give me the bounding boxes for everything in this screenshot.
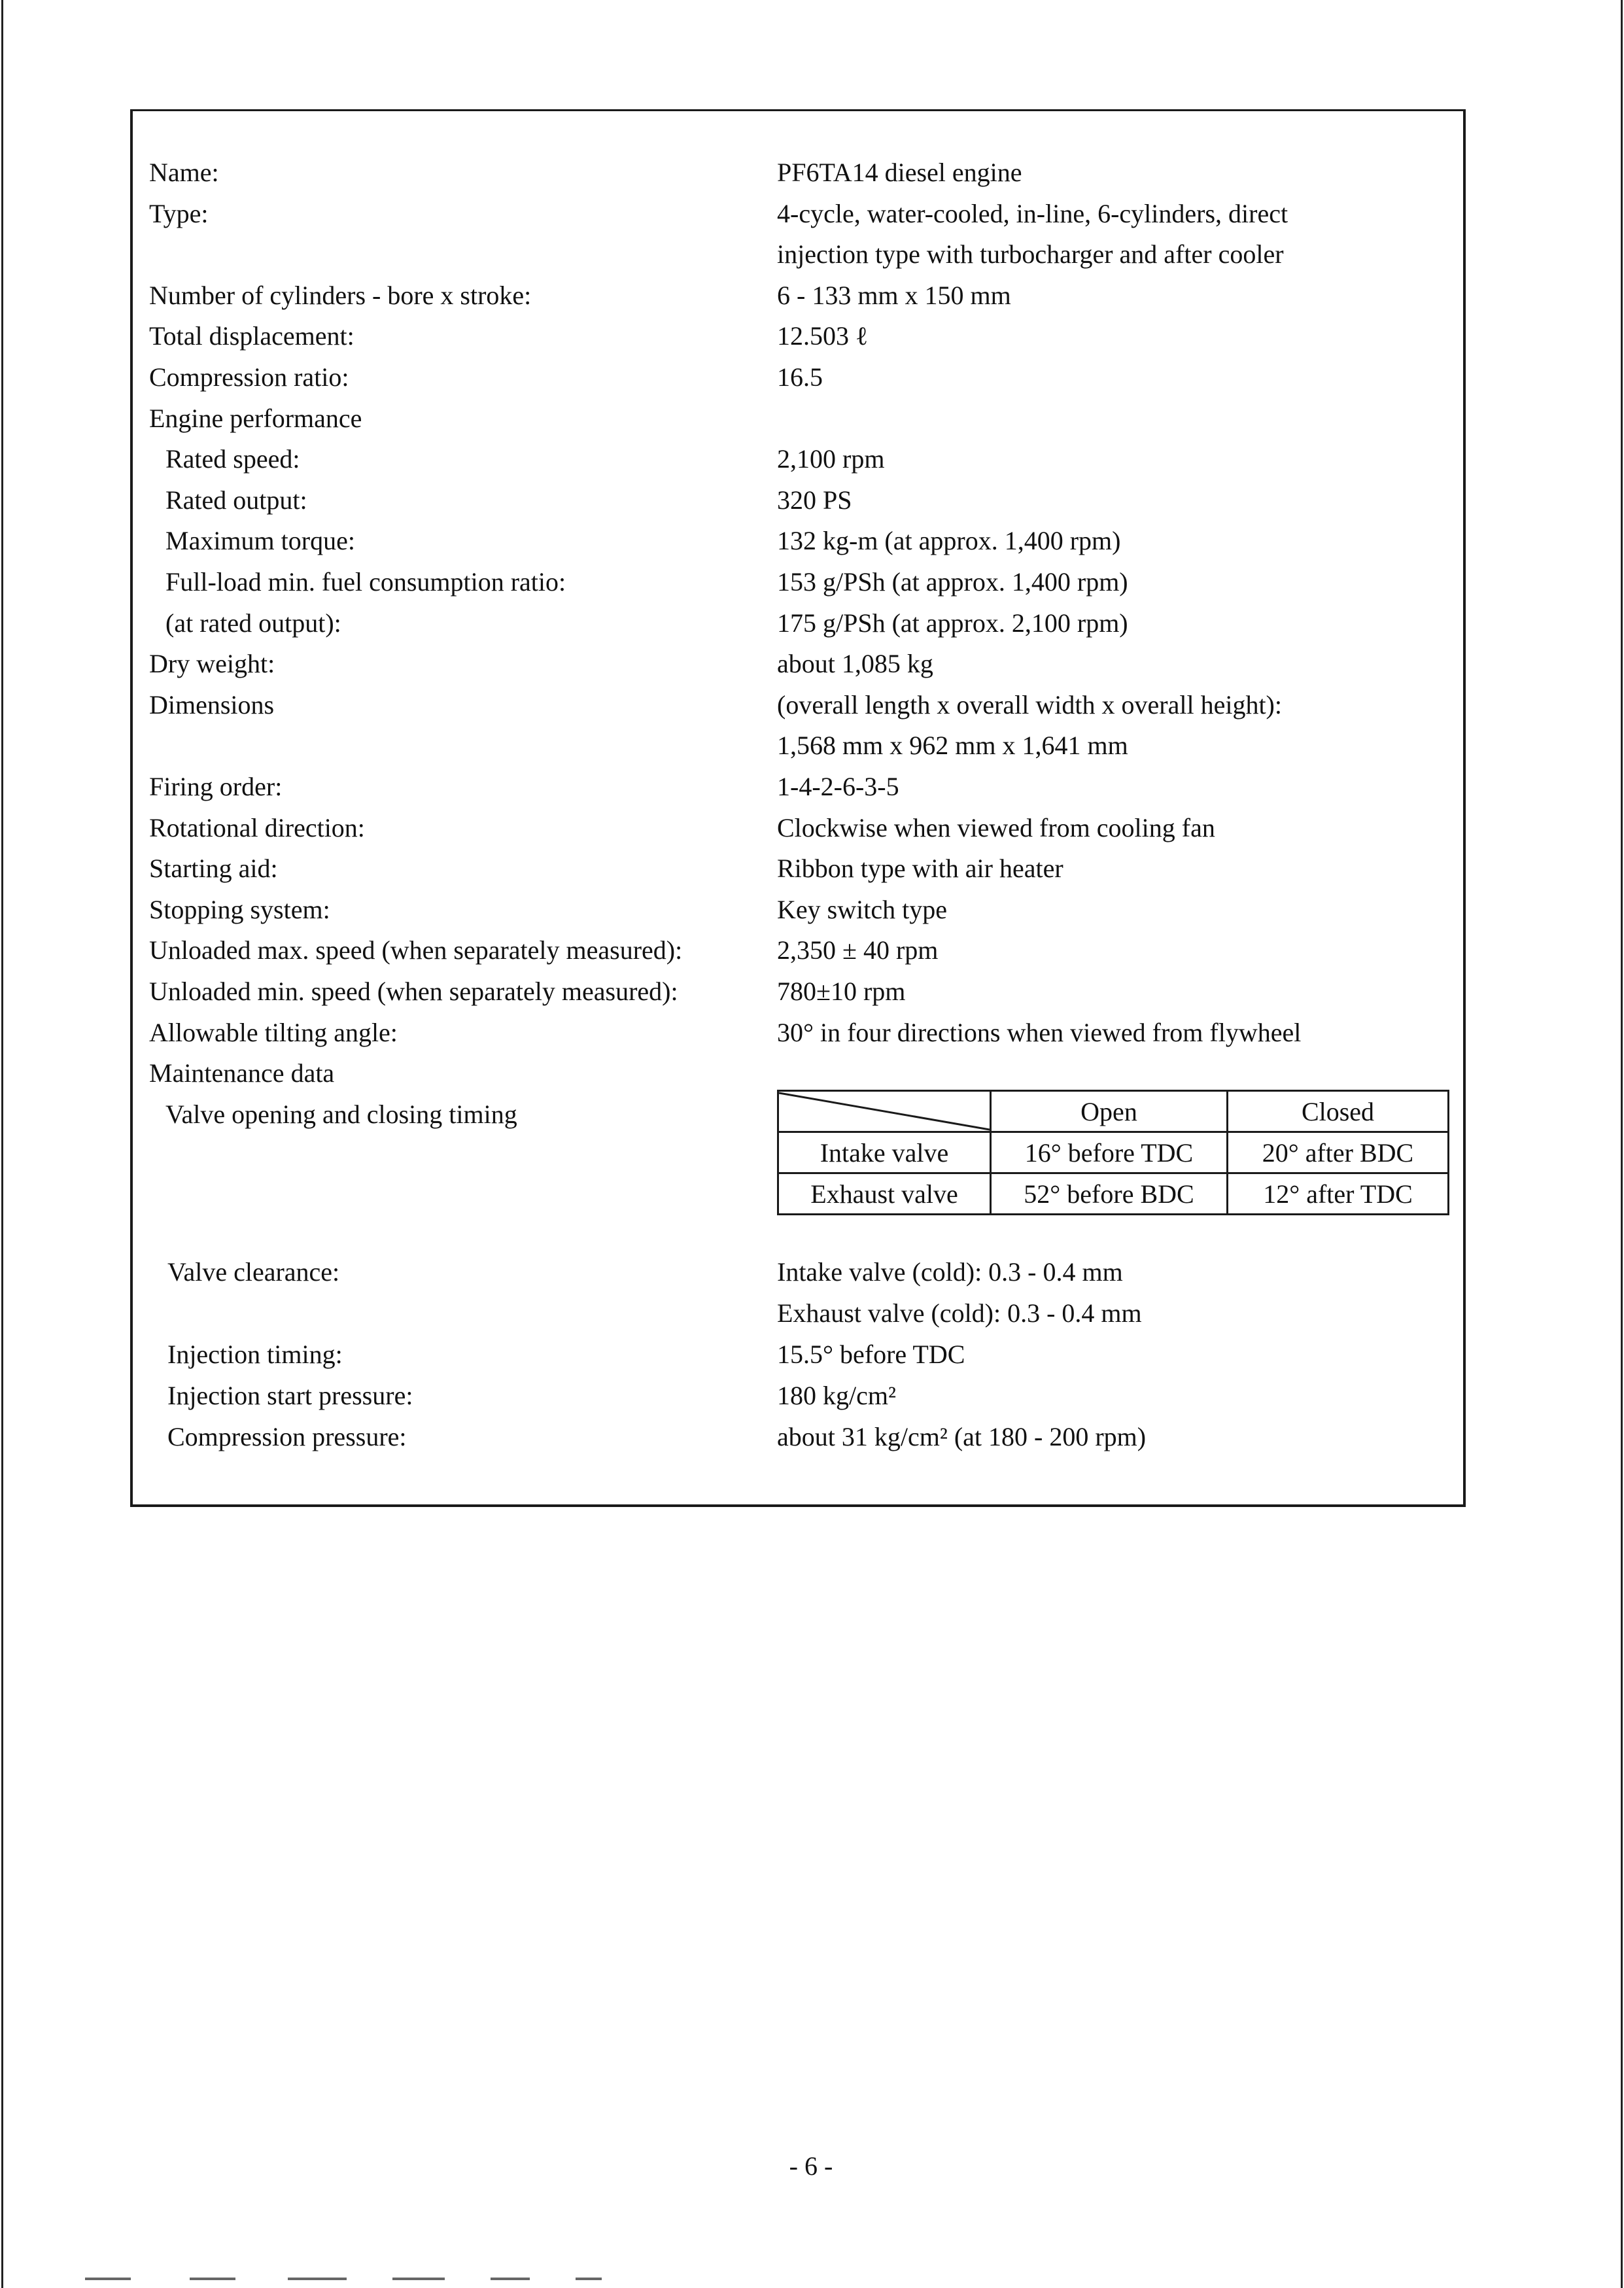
valve-table-header-closed: Closed (1228, 1091, 1449, 1132)
valve-open-cell: 52° before BDC (991, 1173, 1228, 1215)
spec-value: injection type with turbocharger and after cooler (777, 239, 1284, 269)
valve-closed-cell: 20° after BDC (1228, 1132, 1449, 1173)
spec-value: 30° in four directions when viewed from flywheel (777, 1018, 1302, 1047)
spec-label: Compression ratio: (149, 362, 349, 392)
spec-label: Name: (149, 158, 219, 187)
spec-label: Maintenance data (149, 1058, 335, 1088)
maintenance-label: Injection start pressure: (167, 1381, 413, 1410)
spec-value: 132 kg-m (at approx. 1,400 rpm) (777, 526, 1121, 555)
scan-footer-marks (0, 2276, 1624, 2283)
maintenance-value: Exhaust valve (cold): 0.3 - 0.4 mm (777, 1298, 1142, 1328)
maintenance-value: 15.5° before TDC (777, 1340, 965, 1369)
spec-label: Rated output: (165, 485, 307, 515)
valve-table-header-row (778, 1091, 1449, 1132)
spec-label: Number of cylinders - bore x stroke: (149, 281, 532, 310)
spec-value: 12.503 ℓ (777, 321, 869, 351)
spec-value: 153 g/PSh (at approx. 1,400 rpm) (777, 567, 1128, 597)
spec-label: Allowable tilting angle: (149, 1018, 398, 1047)
spec-label: Starting aid: (149, 854, 278, 883)
maintenance-label: Compression pressure: (167, 1422, 407, 1451)
spec-label: Valve opening and closing timing (165, 1100, 517, 1129)
valve-name-cell: Intake valve (778, 1132, 991, 1173)
spec-value: 1,568 mm x 962 mm x 1,641 mm (777, 731, 1128, 760)
valve-table-corner-cell (778, 1091, 991, 1132)
valve-table-row (778, 1173, 1449, 1215)
maintenance-label: Valve clearance: (167, 1257, 340, 1287)
scan-edge-right (1621, 0, 1623, 2288)
spec-label: Rated speed: (165, 444, 300, 474)
spec-label: Rotational direction: (149, 813, 365, 842)
valve-table-header-open: Open (991, 1091, 1228, 1132)
spec-value: Key switch type (777, 895, 947, 924)
maintenance-value: 180 kg/cm² (777, 1381, 896, 1410)
diagonal-divider-icon (779, 1092, 990, 1131)
spec-label: Maximum torque: (165, 526, 355, 555)
maintenance-value: Intake valve (cold): 0.3 - 0.4 mm (777, 1257, 1123, 1287)
spec-label: Type: (149, 199, 209, 228)
spec-value: 2,350 ± 40 rpm (777, 935, 939, 965)
spec-label: (at rated output): (165, 608, 341, 638)
spec-label: Unloaded max. speed (when separately measured): (149, 935, 683, 965)
spec-label: Dry weight: (149, 649, 275, 678)
valve-table-row (778, 1132, 1449, 1173)
spec-value: Clockwise when viewed from cooling fan (777, 813, 1215, 842)
spec-value: (overall length x overall width x overall height): (777, 690, 1282, 719)
spec-value: about 1,085 kg (777, 649, 933, 678)
valve-open-cell: 16° before TDC (991, 1132, 1228, 1173)
spec-label: Unloaded min. speed (when separately measured): (149, 977, 678, 1006)
spec-frame (130, 109, 1466, 1507)
spec-label: Dimensions (149, 690, 275, 719)
spec-value: 6 - 133 mm x 150 mm (777, 281, 1011, 310)
valve-name-cell: Exhaust valve (778, 1173, 991, 1215)
spec-value: 175 g/PSh (at approx. 2,100 rpm) (777, 608, 1128, 638)
spec-value: 780±10 rpm (777, 977, 906, 1006)
spec-label: Total displacement: (149, 321, 354, 351)
spec-value: 320 PS (777, 485, 852, 515)
spec-label: Stopping system: (149, 895, 330, 924)
spec-value: 1-4-2-6-3-5 (777, 772, 899, 801)
maintenance-value: about 31 kg/cm² (at 180 - 200 rpm) (777, 1422, 1147, 1451)
spec-value: 4-cycle, water-cooled, in-line, 6-cylinders, direct (777, 199, 1288, 228)
spec-label: Firing order: (149, 772, 283, 801)
spec-value: Ribbon type with air heater (777, 854, 1063, 883)
spec-label: Engine performance (149, 404, 362, 433)
page-number: - 6 - (789, 2151, 833, 2181)
valve-closed-cell: 12° after TDC (1228, 1173, 1449, 1215)
spec-value: 16.5 (777, 362, 823, 392)
valve-timing-table (777, 1090, 1449, 1215)
spec-label: Full-load min. fuel consumption ratio: (165, 567, 566, 597)
spec-value: 2,100 rpm (777, 444, 885, 474)
spec-value: PF6TA14 diesel engine (777, 158, 1022, 187)
maintenance-label: Injection timing: (167, 1340, 343, 1369)
scan-edge-left (1, 0, 3, 2288)
